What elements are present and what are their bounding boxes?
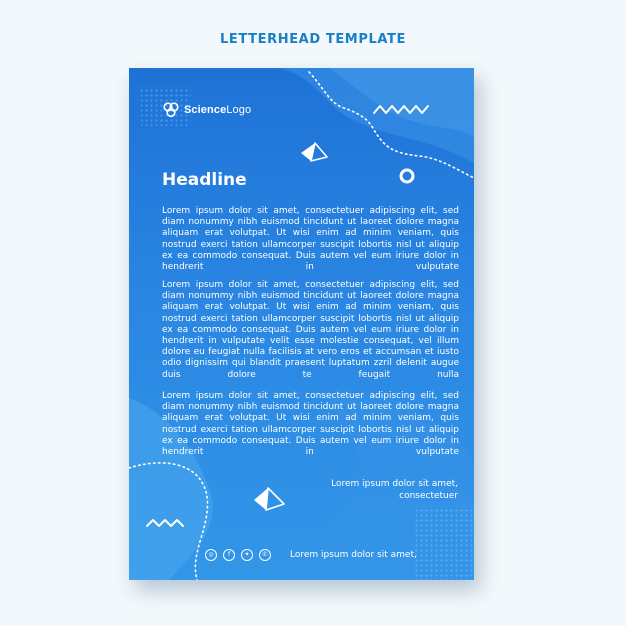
science-logo [162, 101, 251, 119]
whatsapp-icon[interactable]: ✆ [259, 549, 271, 561]
triangle-shape [254, 488, 284, 510]
body-paragraph-1: Lorem ipsum dolor sit amet, consectetuer adipiscing elit, sed diam nonummy nibh euismod tincidunt ut laoreet dolore magna aliquam erat volutpat. Ut wisi enim ad minim veniam, quis nostrud exerci tation ullamcorper suscipit lobortis nisl ut aliquip ex ea commodo consequat. Duis autem vel eum iriure dolor in hendrerit in vulputate [162, 206, 459, 273]
twitter-icon[interactable]: ✦ [241, 549, 253, 561]
body-paragraph-2: Lorem ipsum dolor sit amet, consectetuer adipiscing elit, sed diam nonummy nibh euismod tincidunt ut laoreet dolore magna aliquam erat volutpat. Ut wisi enim ad minim veniam, quis nostrud exerci tation ullamcorper suscipit lobortis nisl ut aliquip ex ea commodo consequat. Duis autem vel eum iriure dolor in hendrerit in vulputate velit esse molestie consequat, vel illum dolore eu feugiat nulla facilisis at vero eros et accumsan et iusto odio dignissim qui blandit praesent luptatum zzril delenit augue duis dolore te feugait nulla [162, 280, 459, 380]
page-title: LETTERHEAD TEMPLATE [220, 32, 406, 47]
logo-text: ScienceLogo [184, 104, 252, 116]
letterhead-sheet [129, 68, 474, 580]
social-icons [205, 549, 271, 561]
headline: Headline [162, 170, 247, 190]
facebook-icon[interactable]: f [223, 549, 235, 561]
ring-shape [401, 170, 413, 182]
side-note: Lorem ipsum dolor sit amet, consectetuer [331, 479, 458, 501]
triangle-shape [301, 143, 327, 161]
instagram-icon[interactable]: ◎ [205, 549, 217, 561]
atom-logo-icon [162, 101, 180, 119]
halftone-pattern [414, 508, 474, 580]
footer-text: Lorem ipsum dolor sit amet, [290, 550, 417, 560]
body-paragraph-3: Lorem ipsum dolor sit amet, consectetuer adipiscing elit, sed diam nonummy nibh euismod tincidunt ut laoreet dolore magna aliquam erat volutpat. Ut wisi enim ad minim veniam, quis nostrud exerci tation ullamcorper suscipit lobortis nisl ut aliquip ex ea commodo consequat. Duis autem vel eum iriure dolor in hendrerit in vulputate [162, 391, 459, 458]
